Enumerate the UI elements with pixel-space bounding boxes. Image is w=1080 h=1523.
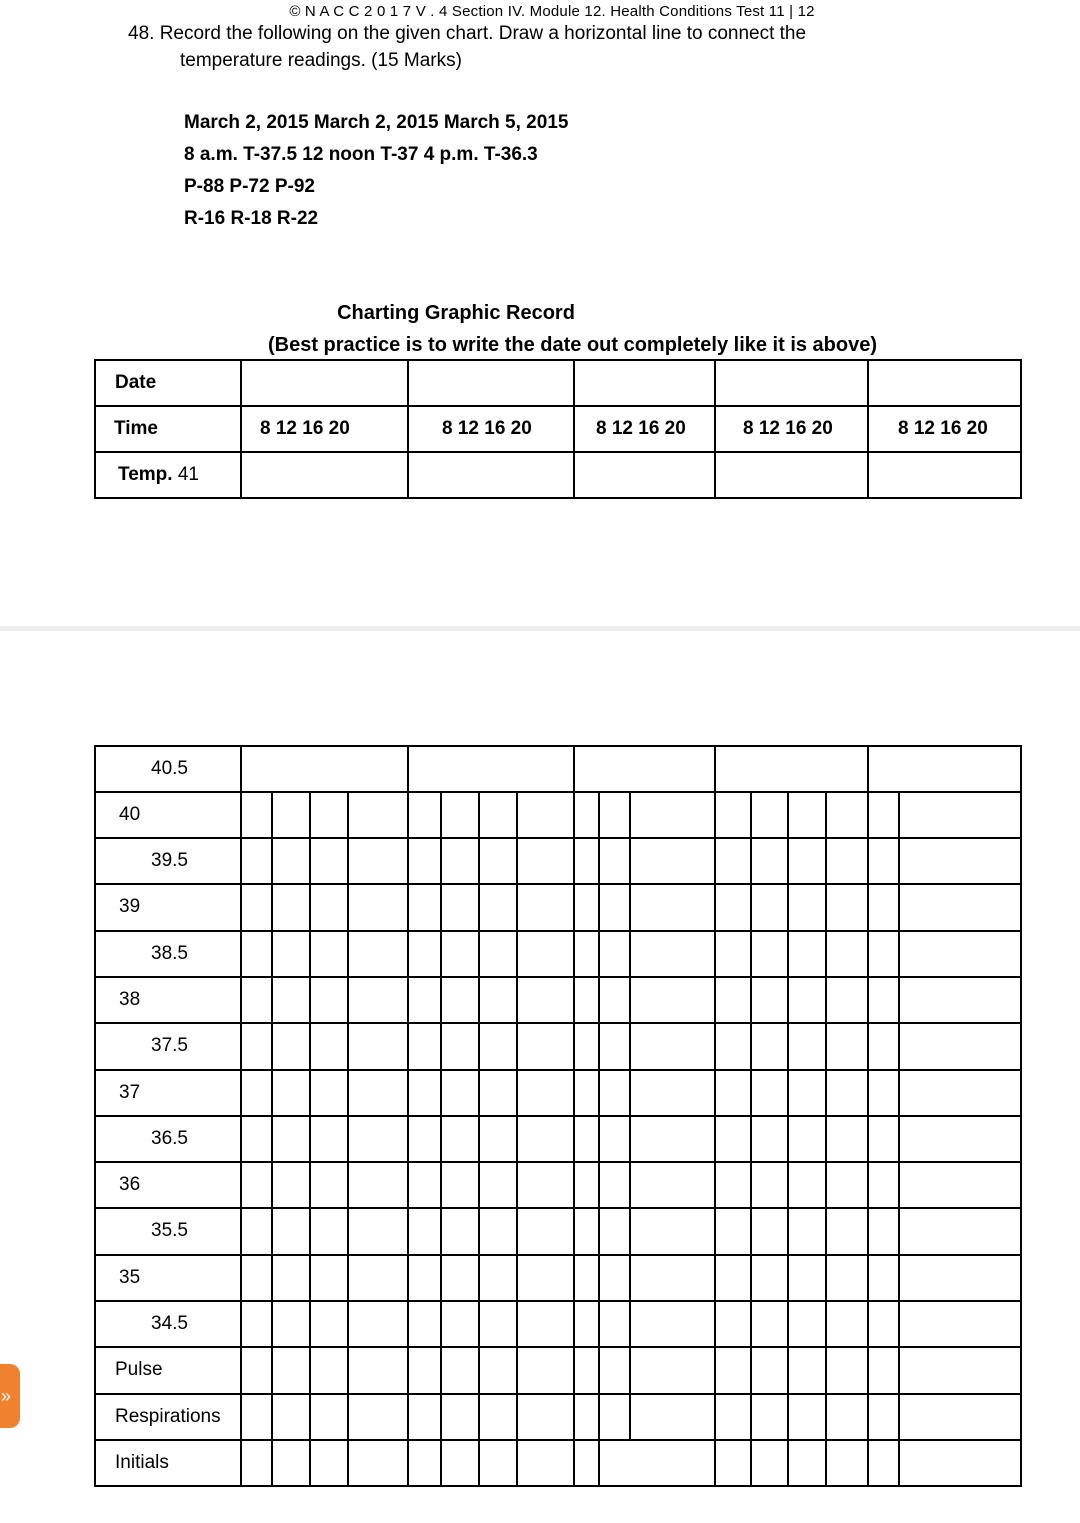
chart-title: Charting Graphic Record [337, 302, 575, 324]
temp-label-value: 41 [177, 464, 199, 485]
record-line-temps: 8 a.m. T-37.5 12 noon T-37 4 p.m. T-36.3 [184, 144, 538, 165]
row-label: 34.5 [151, 1313, 188, 1334]
pulse-label: Pulse [115, 1359, 163, 1380]
time-cell: 8 12 16 20 [743, 418, 833, 439]
record-line-resp: R-16 R-18 R-22 [184, 208, 319, 229]
time-cell: 8 12 16 20 [442, 418, 532, 439]
chart-subtitle: (Best practice is to write the date out completely like it is above) [267, 334, 878, 356]
row-label: 35 [119, 1267, 141, 1288]
row-label: 39 [119, 896, 141, 917]
initials-label: Initials [115, 1452, 169, 1473]
row-label: 37 [119, 1082, 141, 1103]
row-label: 38 [119, 989, 141, 1010]
row-label: 36 [119, 1174, 141, 1195]
side-expand-tab[interactable] [0, 1364, 20, 1428]
question-line-1: 48. Record the following on the given chart. Draw a horizontal line to connect the [128, 23, 807, 44]
question-line-2: temperature readings. (15 Marks) [180, 50, 462, 71]
row-label: 35.5 [151, 1220, 188, 1241]
top-table-lines [95, 360, 1021, 498]
double-chevron-right-icon: » [0, 1386, 11, 1406]
date-label: Date [115, 372, 157, 393]
row-label: 40 [119, 804, 141, 825]
temp-label [118, 464, 199, 486]
row-label: 37.5 [151, 1035, 188, 1056]
record-line-pulse: P-88 P-72 P-92 [184, 176, 315, 197]
bottom-table-lines [95, 746, 1021, 1486]
row-label: 39.5 [151, 850, 188, 871]
row-label: 40.5 [151, 758, 188, 779]
time-cell: 8 12 16 20 [898, 418, 988, 439]
respirations-label: Respirations [115, 1406, 221, 1427]
page-break [0, 626, 1080, 631]
page-header: © N A C C 2 0 1 7 V . 4 Section IV. Module 12. Health Conditions Test 11 | 12 [289, 3, 815, 20]
time-label: Time [114, 418, 159, 439]
row-label: 36.5 [151, 1128, 188, 1149]
time-cell: 8 12 16 20 [596, 418, 686, 439]
record-line-dates: March 2, 2015 March 2, 2015 March 5, 2015 [184, 112, 569, 133]
row-label: 38.5 [151, 943, 188, 964]
time-cell: 8 12 16 20 [260, 418, 350, 439]
temp-label-text: Temp. [118, 464, 173, 485]
